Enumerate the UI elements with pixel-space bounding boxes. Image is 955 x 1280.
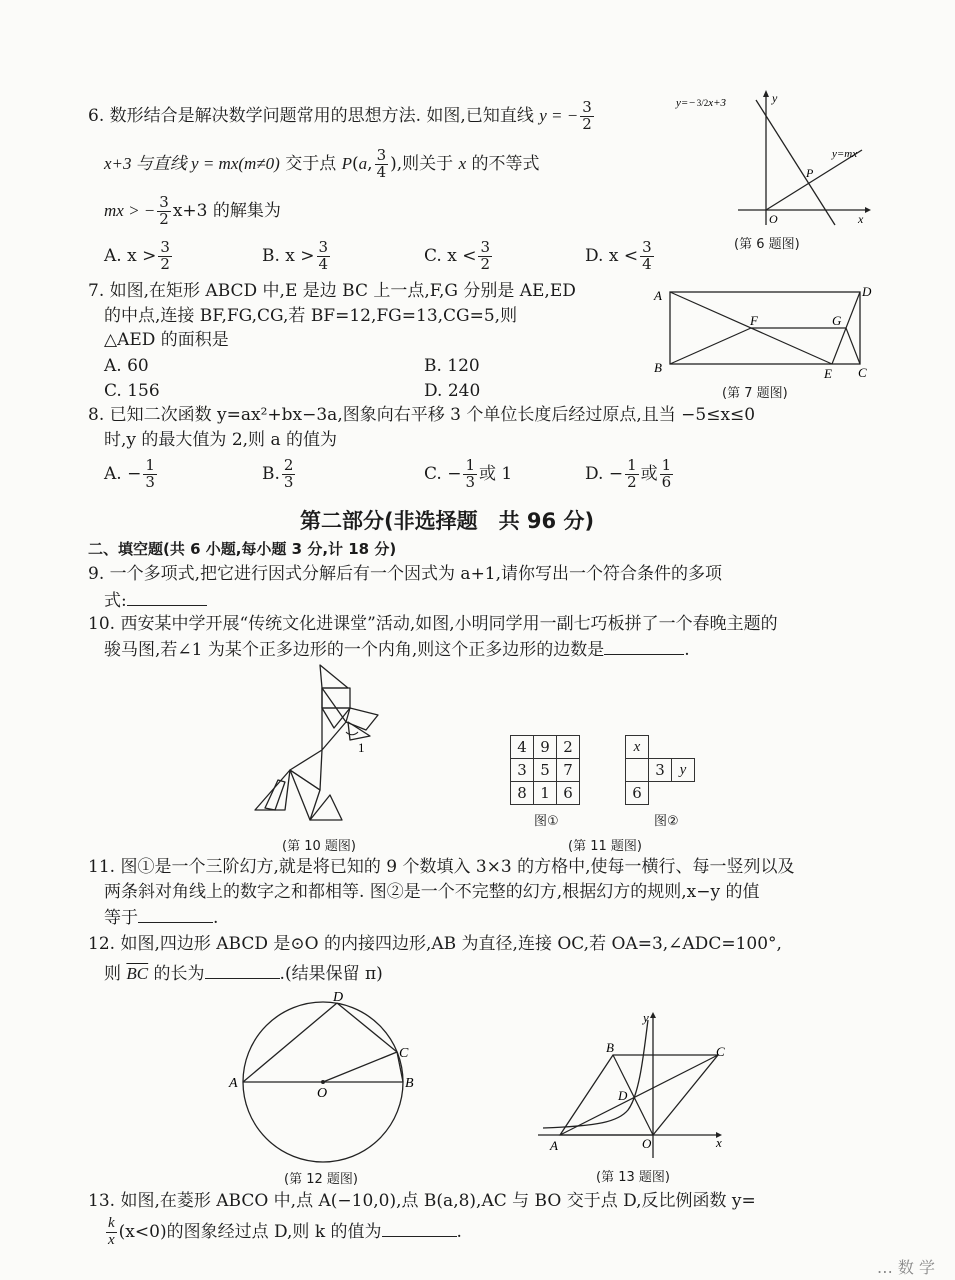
frac	[282, 458, 296, 491]
frac-num: 1	[661, 456, 672, 474]
magic-square-1	[510, 735, 580, 805]
q12-line1: 12. 如图,四边形 ABCD 是⊙O 的内接四边形,AB 为直径,连接 OC,若 OA=3,∠ADC=100°,	[88, 934, 782, 954]
q13-caption: (第 13 题图)	[596, 1170, 670, 1185]
q6-figure	[670, 90, 870, 230]
q6-line3	[104, 195, 281, 228]
arc-bc-label: $\overline{BC}$	[126, 964, 149, 983]
opt-suffix: 或	[640, 463, 658, 484]
q6-line1-text: 6. 数形结合是解决数学问题常用的思想方法. 如图,已知直线	[88, 105, 540, 126]
q12-prefix: 则	[104, 964, 127, 984]
opt-label: C. −	[424, 463, 462, 484]
label-d: D	[862, 284, 872, 299]
q6-caption: (第 6 题图)	[734, 237, 800, 252]
q12-answer-blank[interactable]	[205, 962, 280, 979]
center-dot	[321, 1080, 325, 1084]
magic-square-2	[625, 735, 695, 805]
tangram-body-a	[290, 750, 322, 790]
part-two-title: 第二部分(非选择题 共 96 分)	[300, 509, 595, 533]
ms2-cell-6: 6	[626, 782, 649, 805]
q12-line2	[104, 962, 383, 986]
angle-1-arc	[346, 732, 358, 735]
q6-line2: x+3 与直线 y = mx(m≠0) 交于点 P(a, $\frac{3}{4}$ ),则关于 x 的不等式	[104, 146, 540, 181]
tangram-small-tri	[348, 722, 370, 740]
label-b: B	[606, 1040, 614, 1055]
q6-line1-eq: y = −	[539, 105, 579, 125]
ms1-row	[511, 782, 580, 805]
line-1	[756, 100, 835, 225]
q6-option-b[interactable]	[262, 240, 332, 273]
ms2-cell-3: 3	[649, 759, 672, 782]
frac-den: 2	[627, 472, 637, 491]
q11-line2: 两条斜对角线上的数字之和都相等. 图②是一个不完整的幻方,根据幻方的规则,x−y 的值	[104, 882, 760, 902]
frac	[143, 458, 157, 491]
q13-answer-blank[interactable]	[382, 1220, 457, 1237]
frac	[625, 458, 639, 491]
x-axis-arrow-icon	[865, 207, 871, 213]
label-f: F	[750, 313, 758, 328]
q6-l3b: x+3 的解集为	[172, 200, 281, 221]
tangram-head-top	[320, 665, 348, 688]
q11-line1: 11. 图①是一个三阶幻方,就是将已知的 9 个数填入 3×3 的方格中,使每一横行、每一竖列以及	[88, 857, 795, 877]
opt-label: B.	[262, 463, 280, 484]
hyperbola	[543, 1020, 648, 1128]
frac-den: 4	[642, 254, 652, 273]
q6-frac-3-2	[580, 100, 594, 133]
q9-line2	[104, 589, 207, 613]
origin-label: O	[769, 212, 778, 226]
tangram-chest	[322, 688, 346, 750]
frac-den: 4	[318, 254, 329, 273]
frac-den: 3	[283, 472, 294, 491]
q6-l2d: ,则关于	[396, 153, 459, 174]
label-b: B	[654, 360, 662, 375]
q6-frac-3-4	[375, 148, 389, 181]
diagonal-ac	[560, 1055, 718, 1135]
q9-answer-blank[interactable]	[127, 589, 207, 606]
q13-text: (x<0)的图象经过点 D,则 k 的值为	[118, 1221, 382, 1242]
q6-option-c[interactable]	[424, 240, 494, 273]
q12-caption: (第 12 题图)	[284, 1172, 358, 1187]
y-label: y	[772, 91, 778, 105]
q10-line1: 10. 西安某中学开展“传统文化进课堂”活动,如图,小明同学用一副七巧板拼了一个春晚主题的	[88, 614, 778, 634]
ms1-cell: 3	[511, 759, 534, 782]
ms1-cell: 6	[557, 782, 580, 805]
ms2-label: 图②	[654, 814, 679, 829]
frac-num: 3	[376, 146, 387, 164]
label-d: D	[333, 990, 344, 1005]
q7-line2: 的中点,连接 BF,FG,CG,若 BF=12,FG=13,CG=5,则	[104, 306, 518, 326]
q7-option-b[interactable]: B. 120	[424, 356, 480, 376]
frac-num: 1	[627, 456, 637, 474]
q7-figure	[650, 282, 875, 382]
frac-den: x	[108, 1231, 115, 1248]
frac-den: 2	[582, 114, 592, 133]
q6-option-d[interactable]	[585, 240, 656, 273]
q13-figure	[538, 1010, 738, 1160]
q12-figure	[225, 985, 425, 1165]
q8-option-d[interactable]	[585, 458, 675, 491]
q10-answer-blank[interactable]	[604, 638, 684, 655]
label-o: O	[642, 1136, 652, 1151]
q8-option-b[interactable]	[262, 458, 297, 491]
q8-line2: 时,y 的最大值为 2,则 a 的值为	[104, 430, 337, 450]
frac-num: 3	[159, 193, 169, 211]
opt-label: A. x >	[104, 245, 157, 266]
opt-label: C. x <	[424, 245, 477, 266]
q8-option-a[interactable]	[104, 458, 159, 491]
q8-option-c[interactable]	[424, 458, 512, 491]
q6-l2a: x+3 与直线	[104, 153, 192, 173]
label-x: x	[716, 1135, 722, 1150]
ms2-cell-empty	[672, 736, 695, 759]
ms1-label: 图①	[534, 814, 559, 829]
opt-label: A. −	[104, 463, 142, 484]
ms1-cell: 2	[557, 736, 580, 759]
q9-prefix: 式:	[104, 591, 127, 611]
frac-k-x	[106, 1216, 117, 1249]
tangram-head-square	[322, 688, 350, 708]
q7-caption: (第 7 题图)	[722, 386, 788, 401]
ms1-row	[511, 736, 580, 759]
label-a: A	[550, 1138, 558, 1153]
label-c: C	[716, 1044, 725, 1059]
label-y: y	[643, 1010, 649, 1025]
opt-label: D. −	[585, 463, 624, 484]
ms2-cell-empty	[672, 782, 695, 805]
label-b: B	[405, 1076, 414, 1091]
label-d: D	[618, 1088, 628, 1103]
frac-num: 3	[480, 238, 490, 256]
ms2-cell-x: x	[626, 736, 649, 759]
label-c: C	[399, 1046, 409, 1061]
y-axis-arrow-icon	[650, 1012, 656, 1018]
frac-den: 4	[376, 162, 387, 181]
label-e: E	[824, 366, 832, 381]
label-c: C	[858, 365, 867, 380]
q6-frac-3-2b	[157, 195, 171, 228]
q6-l2p: P	[341, 153, 353, 173]
chord-dc	[337, 1003, 397, 1052]
segment-bf	[670, 328, 751, 364]
eq2-label: y=mx	[832, 148, 858, 160]
ms2-cell-blank	[626, 759, 649, 782]
label-g: G	[832, 313, 842, 328]
q6-option-a[interactable]	[104, 240, 174, 273]
q6-l2b: y = mx(m≠0)	[191, 153, 280, 173]
frac-num: 3	[318, 238, 329, 256]
q9-line1: 9. 一个多项式,把它进行因式分解后有一个因式为 a+1,请你写出一个符合条件的多项	[88, 564, 723, 584]
frac-num: 2	[283, 456, 294, 474]
frac	[478, 240, 492, 273]
q6-l3a: mx > −	[104, 200, 156, 220]
ms2-cell-empty	[649, 782, 672, 805]
frac-den: 3	[465, 472, 475, 491]
q10-caption: (第 10 题图)	[282, 839, 356, 854]
frac-num: 3	[582, 98, 592, 116]
ms1-cell: 1	[534, 782, 557, 805]
opt-label: D. x <	[585, 245, 639, 266]
chord-ad	[243, 1003, 337, 1082]
ms1-cell: 5	[534, 759, 557, 782]
angle-1-label: 1	[358, 740, 365, 755]
frac-den: 3	[145, 472, 155, 491]
ms2-row	[626, 782, 695, 805]
frac-num: 3	[642, 238, 652, 256]
q10-tangram-figure	[250, 660, 400, 830]
x-label: x	[858, 212, 864, 226]
frac-den: 2	[480, 254, 490, 273]
label-a: A	[229, 1076, 238, 1091]
ms2-row	[626, 759, 695, 782]
ms1-cell: 7	[557, 759, 580, 782]
q7-option-d[interactable]: D. 240	[424, 381, 481, 401]
ms1-cell: 4	[511, 736, 534, 759]
ms1-row	[511, 759, 580, 782]
q6-l2e: x	[458, 153, 467, 173]
segment-cg	[846, 328, 860, 364]
q10-text: 骏马图,若∠1 为某个正多边形的一个内角,则这个正多边形的边数是	[104, 640, 605, 660]
q7-option-a[interactable]: A. 60	[104, 356, 149, 376]
q13-line2: $\frac{k}{x}$ (x<0)的图象经过点 D,则 k 的值为 .	[108, 1215, 462, 1248]
frac-den: 6	[661, 472, 672, 491]
q7-option-c[interactable]: C. 156	[104, 381, 160, 401]
q7-line1: 7. 如图,在矩形 ABCD 中,E 是边 BC 上一点,F,G 分别是 AE,ED	[88, 281, 576, 301]
ms2-cell-y: y	[672, 759, 695, 782]
q13-line1: 13. 如图,在菱形 ABCO 中,点 A(−10,0),点 B(a,8),AC 与 BO 交于点 D,反比例函数 y=	[88, 1191, 756, 1211]
ms2-row	[626, 736, 695, 759]
q6-line1	[88, 100, 596, 133]
q12-mid: 的长为	[148, 964, 205, 984]
ms2-cell-empty	[649, 736, 672, 759]
q11-line3: 等于 .	[104, 908, 219, 928]
eq1-label: y=−3/2x+3	[676, 97, 727, 109]
frac-num: k	[108, 1215, 115, 1231]
point-p-label: P	[806, 166, 814, 180]
frac-den: 2	[159, 209, 169, 228]
tangram-neck	[346, 708, 378, 730]
fill-in-header: 二、填空题(共 6 小题,每小题 3 分,计 18 分)	[88, 540, 397, 558]
tangram-mane	[322, 708, 350, 728]
opt-suffix: 或 1	[479, 463, 513, 484]
frac	[463, 458, 477, 491]
frac	[317, 240, 331, 273]
y-axis-arrow-icon	[763, 90, 769, 97]
frac-den: 2	[160, 254, 170, 273]
q12-suffix: .(结果保留 π)	[279, 964, 383, 984]
q11-caption: (第 11 题图)	[568, 839, 642, 854]
label-o: O	[317, 1086, 328, 1101]
frac-num: 1	[145, 456, 155, 474]
frac	[640, 240, 654, 273]
q11-answer-blank[interactable]	[138, 906, 213, 923]
ms1-cell: 9	[534, 736, 557, 759]
opt-label: B. x >	[262, 245, 315, 266]
ms1-cell: 8	[511, 782, 534, 805]
q6-l2f: 的不等式	[466, 153, 540, 174]
segment-oc	[323, 1052, 397, 1082]
q8-line1: 8. 已知二次函数 y=ax²+bx−3a,图象向右平移 3 个单位长度后经过原点,且当 −5≤x≤0	[88, 405, 756, 425]
frac-num: 1	[465, 456, 475, 474]
tangram-leg-front	[255, 770, 290, 810]
corner-watermark: … 数 学	[876, 1258, 935, 1277]
frac-num: 3	[160, 238, 170, 256]
q6-l2c: 交于点	[279, 153, 342, 174]
frac	[660, 458, 674, 491]
q11-prefix: 等于	[104, 908, 138, 928]
label-a: A	[654, 288, 662, 303]
q10-line2: 骏马图,若∠1 为某个正多边形的一个内角,则这个正多边形的边数是 .	[104, 640, 690, 660]
q7-line3: △AED 的面积是	[104, 330, 229, 350]
frac	[158, 240, 172, 273]
